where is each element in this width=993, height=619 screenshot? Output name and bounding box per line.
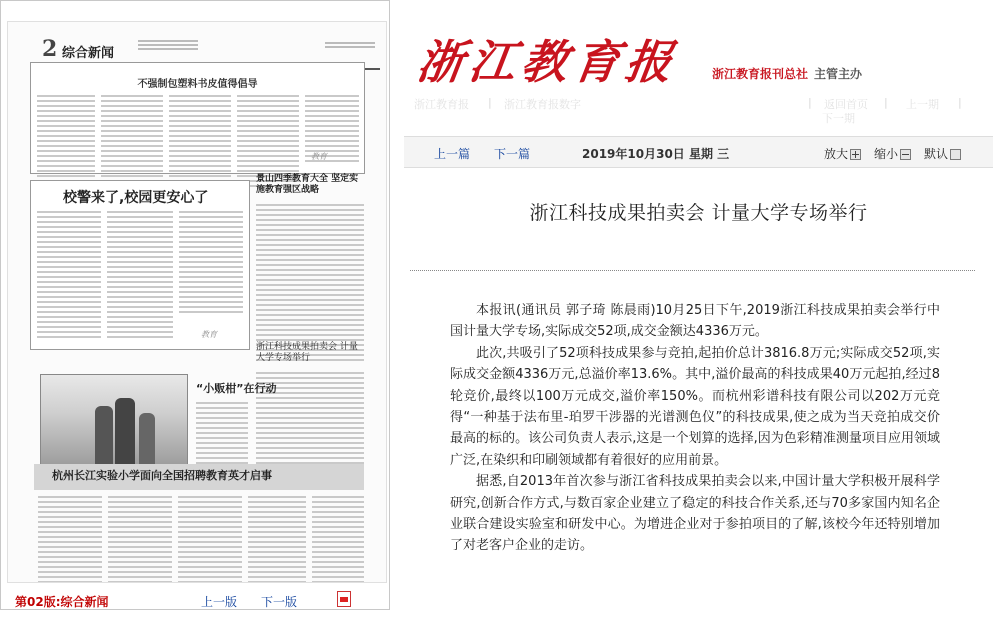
newspaper-page-frame bbox=[0, 0, 390, 610]
title-divider bbox=[410, 270, 975, 271]
issue-date: 2019年10月30日 星期 三 bbox=[582, 147, 730, 161]
article-title: 浙江科技成果拍卖会 计量大学专场举行 bbox=[529, 202, 868, 224]
next-article-link[interactable]: 下一篇 bbox=[494, 147, 531, 161]
photo-figure bbox=[95, 406, 113, 468]
publisher-sponsor: 主管主办 bbox=[814, 67, 863, 81]
nav-separator: | bbox=[958, 96, 962, 109]
text-column bbox=[169, 95, 231, 190]
publisher-name: 浙江教育报刊总社 bbox=[712, 67, 809, 81]
photo-figure bbox=[115, 398, 135, 468]
masthead-logo: 浙江教育报 bbox=[413, 35, 682, 89]
nav-item-next-issue[interactable]: 下一期 bbox=[822, 112, 855, 125]
text-column bbox=[248, 496, 306, 583]
plus-icon[interactable] bbox=[850, 149, 861, 160]
text-column bbox=[256, 204, 364, 364]
next-edition-link[interactable]: 下一版 bbox=[261, 595, 298, 609]
nav-separator: | bbox=[488, 96, 492, 109]
zoom-out-label: 缩小 bbox=[874, 147, 899, 161]
zoom-in-label: 放大 bbox=[824, 147, 849, 161]
text-column bbox=[37, 211, 101, 341]
article-block-2[interactable] bbox=[30, 180, 250, 350]
pdf-icon[interactable] bbox=[337, 591, 351, 607]
page-meta bbox=[138, 38, 198, 52]
text-column bbox=[179, 211, 243, 316]
page-number: 2 bbox=[42, 36, 58, 62]
text-column bbox=[312, 496, 364, 583]
minus-icon[interactable] bbox=[900, 149, 911, 160]
text-column bbox=[107, 211, 173, 341]
page-meta-right bbox=[325, 40, 375, 50]
edition-label: 第02版:综合新闻 bbox=[15, 595, 109, 609]
article-paragraph: 本报讯(通讯员 郭子琦 陈晨雨)10月25日下午,2019浙江科技成果拍卖会举行中国计量大学专场,实际成交52项,成交金额达4336万元。 bbox=[450, 303, 940, 340]
reset-icon[interactable] bbox=[950, 149, 961, 160]
article4-title[interactable]: 浙江科技成果拍卖会 计量大学专场举行 bbox=[256, 342, 358, 363]
nav-item-newspaper[interactable]: 浙江教育报 bbox=[414, 98, 469, 111]
article1-title: 不强制包塑料书皮值得倡导 bbox=[137, 79, 258, 90]
nav-separator: | bbox=[884, 96, 888, 109]
prev-edition-link[interactable]: 上一版 bbox=[201, 595, 238, 609]
text-column bbox=[38, 496, 102, 583]
article3-title[interactable]: 景山四季教育大全 坚定实施教育强区战略 bbox=[256, 174, 359, 195]
nav-separator: | bbox=[808, 96, 812, 109]
top-nav bbox=[398, 96, 993, 126]
text-column bbox=[101, 95, 163, 190]
text-column bbox=[37, 95, 95, 190]
article-paragraph: 此次,共吸引了52项科技成果参与竞拍,起拍价总计3816.8万元;实际成交52项,实际成交金额4336万元,总溢价率13.6%。其中,溢价最高的科技成果40万元起拍,经过8轮竞价,最终以100万元成交,溢价率150%。而杭州彩谱科技有限公司以202万元竞得“一种基于法布里-珀罗干涉器的光谱测色仪”的科技成果,使之成为当天竞拍成交价最高的标的。该公司负责人表示,这是一个划算的选择,因为色彩精准测量项目应用领域广泛,在染织和印刷领域都有着很好的应用前景。 bbox=[450, 345, 940, 468]
article-block-1[interactable] bbox=[30, 62, 365, 174]
zoom-in-control[interactable] bbox=[824, 145, 861, 162]
prev-article-link[interactable]: 上一篇 bbox=[434, 147, 471, 161]
zoom-out-control[interactable] bbox=[874, 145, 911, 162]
article-toolbar bbox=[404, 136, 993, 168]
news-photo[interactable] bbox=[40, 374, 188, 469]
page-section-name: 综合新闻 bbox=[62, 46, 115, 61]
default-size-control[interactable] bbox=[924, 145, 961, 162]
article-body bbox=[450, 300, 940, 557]
newspaper-page-thumbnail[interactable] bbox=[7, 21, 387, 583]
article5-title[interactable]: “小贩柑”在行动 bbox=[196, 382, 277, 395]
article-paragraph: 据悉,自2013年首次参与浙江省科技成果拍卖会以来,中国计量大学积极开展科学研究,创新合作方式,与数百家企业建立了稳定的科技合作关系,还与70多家国内知名企业联合建设实验室和研发中心。为增进企业对于参拍项目的了解,该校今年还特别增加了对老客户企业的走访。 bbox=[450, 474, 940, 554]
article2-title: 校警来了,校园更安心了 bbox=[63, 190, 209, 206]
nav-item-digital[interactable]: 浙江教育报数字 bbox=[504, 98, 581, 111]
edition-nav-bar bbox=[1, 586, 391, 612]
column-stamp: 教育 bbox=[201, 330, 217, 339]
nav-item-prev-issue[interactable]: 上一期 bbox=[906, 98, 939, 111]
publisher-line bbox=[712, 65, 862, 82]
column-stamp: 教育 bbox=[311, 152, 327, 161]
default-size-label: 默认 bbox=[924, 147, 949, 161]
nav-item-home[interactable]: 返回首页 bbox=[824, 98, 868, 111]
text-column bbox=[108, 496, 172, 583]
article6-title[interactable]: 杭州长江实验小学面向全国招聘教育英才启事 bbox=[52, 469, 272, 482]
photo-figure bbox=[139, 413, 155, 468]
text-column bbox=[178, 496, 242, 583]
